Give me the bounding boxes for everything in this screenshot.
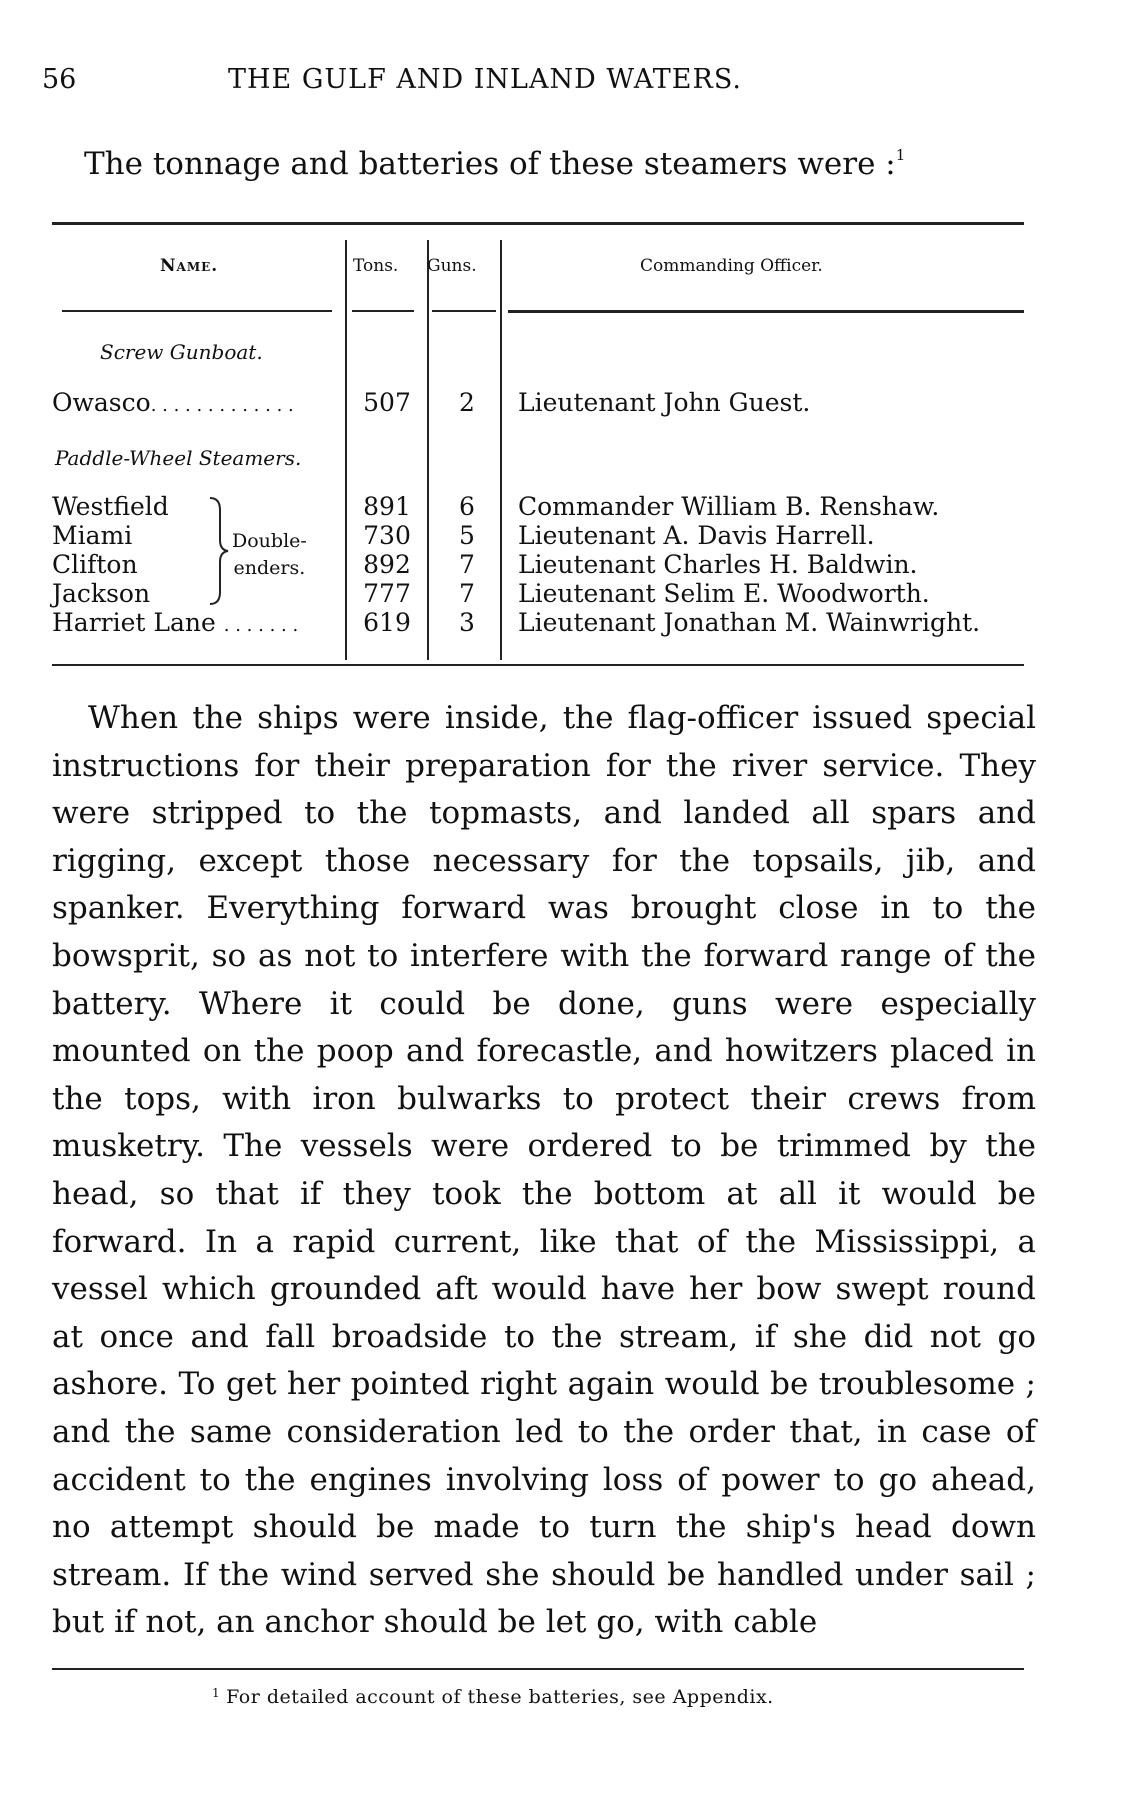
row-tons: 892 xyxy=(363,550,411,579)
brace-note-line-1: Double- xyxy=(232,530,307,552)
header-tons: Tons. xyxy=(353,256,399,276)
ship-name: Jackson xyxy=(52,579,151,608)
row-tons: 730 xyxy=(363,521,411,550)
row-officer: Lieutenant A. Davis Harrell. xyxy=(518,521,875,550)
row-officer: Lieutenant Jonathan M. Wainwright. xyxy=(518,608,981,637)
body-paragraph: When the ships were inside, the flag-officer issued special instructions for their preparation for the river service. They were stripped to the topmasts, and landed all spars and rigging, except those necessary for the topsails, jib, and spanker. Everything forward was brought close in to the bowsprit, so as not to interfere with the forward range of the battery. Where it could be done, guns were especially mounted on the poop and forecastle, and howitzers placed in the tops, with iron bulwarks to protect their crews from musketry. The vessels were ordered to be trimmed by the head, so that if they took the bottom at all it would be forward. In a rapid current, like that of the Mississippi, a vessel which grounded aft would have her bow swept round at once and fall broadside to the stream, if she did not go ashore. To get her pointed right again would be troublesome ; and the same consideration led to the order that, in case of accident to the engines involving loss of power to go ahead, no attempt should be made to turn the ship's head down stream. If the wind served she should be handled under sail ; but if not, an anchor should be let go, with cable xyxy=(52,700,1036,1641)
row-officer: Lieutenant Selim E. Woodworth. xyxy=(518,579,930,608)
table-top-rule xyxy=(52,222,1024,225)
running-title: THE GULF AND INLAND WATERS. xyxy=(228,64,742,95)
dot-leader: . . . . . . . . . . . . . xyxy=(150,395,294,416)
ship-name: Harriet Lane xyxy=(52,608,216,637)
ship-name: Westfield xyxy=(52,492,169,521)
header-underline-officer xyxy=(508,310,1024,313)
intro-text: The tonnage and batteries of these steamers were : xyxy=(84,146,896,182)
row-tons: 619 xyxy=(363,608,411,637)
footnote xyxy=(212,1686,774,1708)
ship-name: Owasco xyxy=(52,388,151,417)
footnote-text: For detailed account of these batteries, see Appendix. xyxy=(226,1686,774,1708)
footnote-marker: 1 xyxy=(212,1686,221,1700)
row-guns: 5 xyxy=(459,521,475,550)
row-name xyxy=(52,388,294,417)
footnote-rule xyxy=(52,1668,1024,1670)
column-divider-2 xyxy=(427,240,429,660)
header-underline-name xyxy=(62,310,332,312)
header-underline-tons xyxy=(352,310,414,312)
row-officer: Lieutenant Charles H. Baldwin. xyxy=(518,550,918,579)
row-tons: 507 xyxy=(363,388,411,417)
header-guns: Guns. xyxy=(427,256,477,276)
brace-note-line-2: enders. xyxy=(233,557,306,579)
row-guns: 7 xyxy=(459,579,475,608)
row-guns: 3 xyxy=(459,608,475,637)
section-paddle-wheel-steamers: Paddle-Wheel Steamers. xyxy=(55,446,302,470)
footnote-ref: 1 xyxy=(895,146,906,164)
row-guns: 7 xyxy=(459,550,475,579)
row-tons: 891 xyxy=(363,492,411,521)
row-tons: 777 xyxy=(363,579,411,608)
page-number: 56 xyxy=(42,64,77,95)
row-officer: Commander William B. Renshaw. xyxy=(518,492,940,521)
row-name xyxy=(52,608,298,637)
double-enders-note xyxy=(232,528,307,582)
table-bottom-rule xyxy=(52,664,1024,666)
row-guns: 6 xyxy=(459,492,475,521)
ship-name: Clifton xyxy=(52,550,138,579)
curly-brace-icon xyxy=(206,496,232,606)
header-commanding-officer: Commanding Officer. xyxy=(640,256,823,276)
header-name: Name. xyxy=(160,256,219,276)
ship-name: Miami xyxy=(52,521,133,550)
row-guns: 2 xyxy=(459,388,475,417)
section-screw-gunboat: Screw Gunboat. xyxy=(100,340,263,364)
intro-sentence xyxy=(84,146,905,182)
row-officer: Lieutenant John Guest. xyxy=(518,388,811,417)
header-underline-guns xyxy=(432,310,496,312)
dot-leader: . . . . . . . xyxy=(223,615,299,636)
column-divider-1 xyxy=(345,240,347,660)
